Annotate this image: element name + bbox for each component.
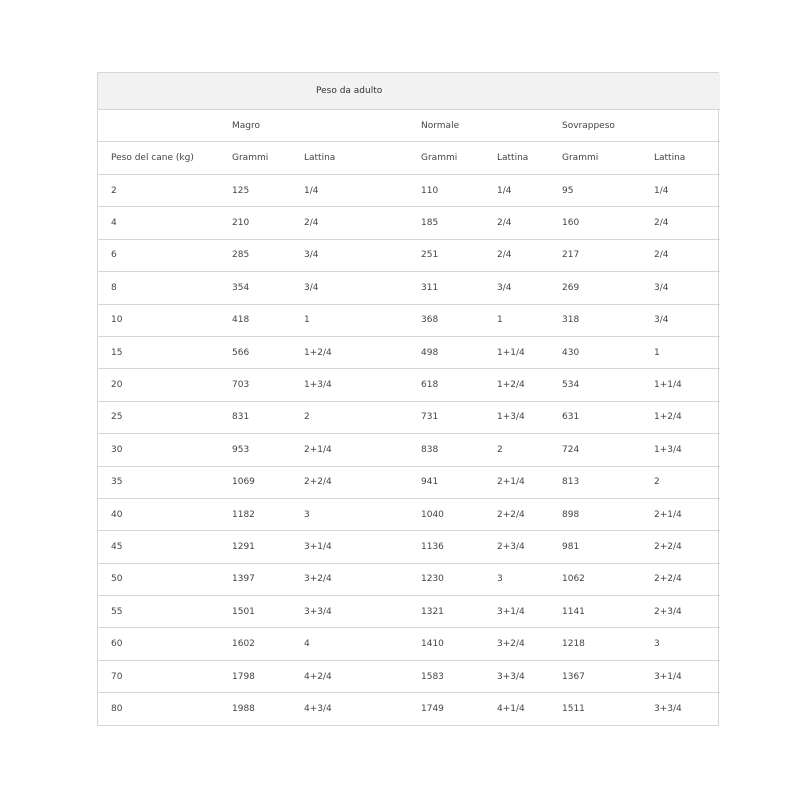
table-cell: 2+2/4 — [304, 466, 421, 498]
table-cell: 70 — [98, 660, 232, 692]
table-cell: 1/4 — [654, 175, 720, 207]
table-cell: 1321 — [421, 596, 497, 628]
table-cell: 1 — [497, 304, 562, 336]
table-row — [98, 239, 720, 271]
column-header-grams: Grammi — [562, 142, 654, 175]
table-cell: 2/4 — [654, 207, 720, 239]
column-header-can: Lattina — [497, 142, 562, 175]
table-cell: 35 — [98, 466, 232, 498]
table-row — [98, 498, 720, 530]
table-cell: 3+3/4 — [654, 703, 682, 714]
table-cell: 3 — [497, 563, 562, 595]
column-header-row — [98, 142, 720, 175]
table-cell: 2+2/4 — [654, 563, 720, 595]
table-row — [98, 175, 720, 207]
table-cell: 1+3/4 — [654, 434, 720, 466]
table-cell: 125 — [232, 175, 304, 207]
table-cell: 1+3/4 — [304, 369, 421, 401]
table-cell: 3/4 — [497, 272, 562, 304]
table-cell: 1+2/4 — [497, 369, 562, 401]
table-cell: 1+1/4 — [497, 336, 562, 368]
table-cell: 2/4 — [304, 207, 421, 239]
table-cell: 1182 — [232, 498, 304, 530]
table-cell: 3/4 — [304, 239, 421, 271]
table-cell: 185 — [421, 207, 497, 239]
table-cell: 1 — [304, 304, 421, 336]
column-header-can: Lattina — [304, 142, 421, 175]
table-cell: 55 — [98, 596, 232, 628]
table-row — [98, 596, 720, 628]
table-cell: 1+2/4 — [304, 336, 421, 368]
table-cell: 25 — [98, 401, 232, 433]
table-cell: 80 — [111, 703, 123, 714]
table-cell: 430 — [562, 336, 654, 368]
table-cell: 1/4 — [497, 175, 562, 207]
table-cell: 3+2/4 — [497, 628, 562, 660]
table-cell: 217 — [562, 239, 654, 271]
table-title-row — [98, 73, 720, 110]
table-cell: 3 — [304, 498, 421, 530]
table-cell: 2+2/4 — [497, 498, 562, 530]
table-cell: 2+2/4 — [654, 531, 720, 563]
table-cell: 941 — [421, 466, 497, 498]
table-cell: 354 — [232, 272, 304, 304]
table-cell: 3/4 — [654, 272, 720, 304]
table-title: Peso da adulto — [232, 73, 720, 110]
table-cell: 1040 — [421, 498, 497, 530]
table-cell: 1291 — [232, 531, 304, 563]
table-row — [98, 336, 720, 368]
table-cell: 838 — [421, 434, 497, 466]
table-cell: 20 — [98, 369, 232, 401]
group-header-row — [98, 110, 720, 142]
table-cell: 1069 — [232, 466, 304, 498]
table-cell: 50 — [98, 563, 232, 595]
table-cell: 2+1/4 — [304, 434, 421, 466]
table-cell: 2/4 — [654, 239, 720, 271]
table-row — [98, 272, 720, 304]
table-cell: 2+1/4 — [654, 498, 720, 530]
table-cell: 40 — [98, 498, 232, 530]
table-cell: 368 — [421, 304, 497, 336]
table-cell: 30 — [98, 434, 232, 466]
table-cell: 269 — [562, 272, 654, 304]
table-cell: 418 — [232, 304, 304, 336]
table-cell: 60 — [98, 628, 232, 660]
table-cell: 498 — [421, 336, 497, 368]
table-cell: 618 — [421, 369, 497, 401]
table-cell: 210 — [232, 207, 304, 239]
column-header-can: Lattina — [654, 142, 720, 175]
table-cell: 1749 — [421, 703, 444, 714]
table-cell: 2 — [98, 175, 232, 207]
table-row — [98, 693, 720, 725]
table-cell: 2+3/4 — [497, 531, 562, 563]
table-cell: 3+1/4 — [304, 531, 421, 563]
table-row — [98, 628, 720, 660]
table-cell: 95 — [562, 175, 654, 207]
group-header-normale: Normale — [421, 110, 562, 142]
table-cell: 703 — [232, 369, 304, 401]
table-cell: 1218 — [562, 628, 654, 660]
table-cell: 831 — [232, 401, 304, 433]
table-cell: 1+2/4 — [654, 401, 720, 433]
column-header-grams: Grammi — [421, 142, 497, 175]
table-row — [98, 304, 720, 336]
table-cell: 251 — [421, 239, 497, 271]
table-cell: 10 — [98, 304, 232, 336]
table-cell: 2 — [654, 466, 720, 498]
table-row — [98, 207, 720, 239]
table-cell: 318 — [562, 304, 654, 336]
table-row — [98, 466, 720, 498]
table-cell: 953 — [232, 434, 304, 466]
column-header-weight: Peso del cane (kg) — [98, 142, 232, 175]
table-cell: 1410 — [421, 628, 497, 660]
table-cell: 1397 — [232, 563, 304, 595]
table-cell: 1511 — [562, 703, 585, 714]
table-cell: 724 — [562, 434, 654, 466]
table-cell: 1141 — [562, 596, 654, 628]
table-cell: 2+3/4 — [654, 596, 720, 628]
table-cell: 3+2/4 — [304, 563, 421, 595]
table-cell: 4 — [304, 628, 421, 660]
table-cell: 898 — [562, 498, 654, 530]
table-cell: 311 — [421, 272, 497, 304]
table-cell: 285 — [232, 239, 304, 271]
table-cell: 1367 — [562, 660, 654, 692]
table-cell: 3+1/4 — [654, 660, 720, 692]
table-cell: 981 — [562, 531, 654, 563]
table-cell: 731 — [421, 401, 497, 433]
table-cell: 1583 — [421, 660, 497, 692]
table-cell: 6 — [98, 239, 232, 271]
column-header-grams: Grammi — [232, 142, 304, 175]
table-row — [98, 531, 720, 563]
table-row — [98, 401, 720, 433]
table-cell: 2 — [304, 401, 421, 433]
table-cell: 1501 — [232, 596, 304, 628]
table-cell: 3 — [654, 628, 720, 660]
table-cell: 813 — [562, 466, 654, 498]
table-cell: 631 — [562, 401, 654, 433]
table-cell: 3+3/4 — [497, 660, 562, 692]
table-cell: 1988 — [232, 703, 255, 714]
table-cell: 2/4 — [497, 207, 562, 239]
group-header-sovrappeso: Sovrappeso — [562, 110, 720, 142]
table-cell: 534 — [562, 369, 654, 401]
table-cell: 3/4 — [304, 272, 421, 304]
table-cell: 8 — [98, 272, 232, 304]
table-cell: 1+3/4 — [497, 401, 562, 433]
table-cell: 1+1/4 — [654, 369, 720, 401]
table-cell: 1798 — [232, 660, 304, 692]
table-cell: 4+1/4 — [497, 703, 525, 714]
table-cell: 160 — [562, 207, 654, 239]
table-cell: 4+2/4 — [304, 660, 421, 692]
table-cell: 45 — [98, 531, 232, 563]
table-cell: 2+1/4 — [497, 466, 562, 498]
table-cell: 1602 — [232, 628, 304, 660]
table-cell: 1 — [654, 336, 720, 368]
table-cell: 2/4 — [497, 239, 562, 271]
table-cell: 2 — [497, 434, 562, 466]
table-cell: 3+1/4 — [497, 596, 562, 628]
table-cell: 4+3/4 — [304, 703, 332, 714]
group-header-magro: Magro — [232, 110, 421, 142]
table-cell: 1/4 — [304, 175, 421, 207]
table-cell: 15 — [98, 336, 232, 368]
table-row — [98, 563, 720, 595]
table-cell: 1062 — [562, 563, 654, 595]
table-cell: 3/4 — [654, 304, 720, 336]
table-row — [98, 660, 720, 692]
feeding-table-grid — [98, 73, 720, 725]
table-cell: 1136 — [421, 531, 497, 563]
table-row — [98, 434, 720, 466]
table-cell: 4 — [98, 207, 232, 239]
table-cell: 110 — [421, 175, 497, 207]
table-cell: 1230 — [421, 563, 497, 595]
table-row — [98, 369, 720, 401]
table-body — [98, 73, 720, 725]
table-cell: 566 — [232, 336, 304, 368]
table-cell: 3+3/4 — [304, 596, 421, 628]
feeding-table — [97, 72, 719, 726]
